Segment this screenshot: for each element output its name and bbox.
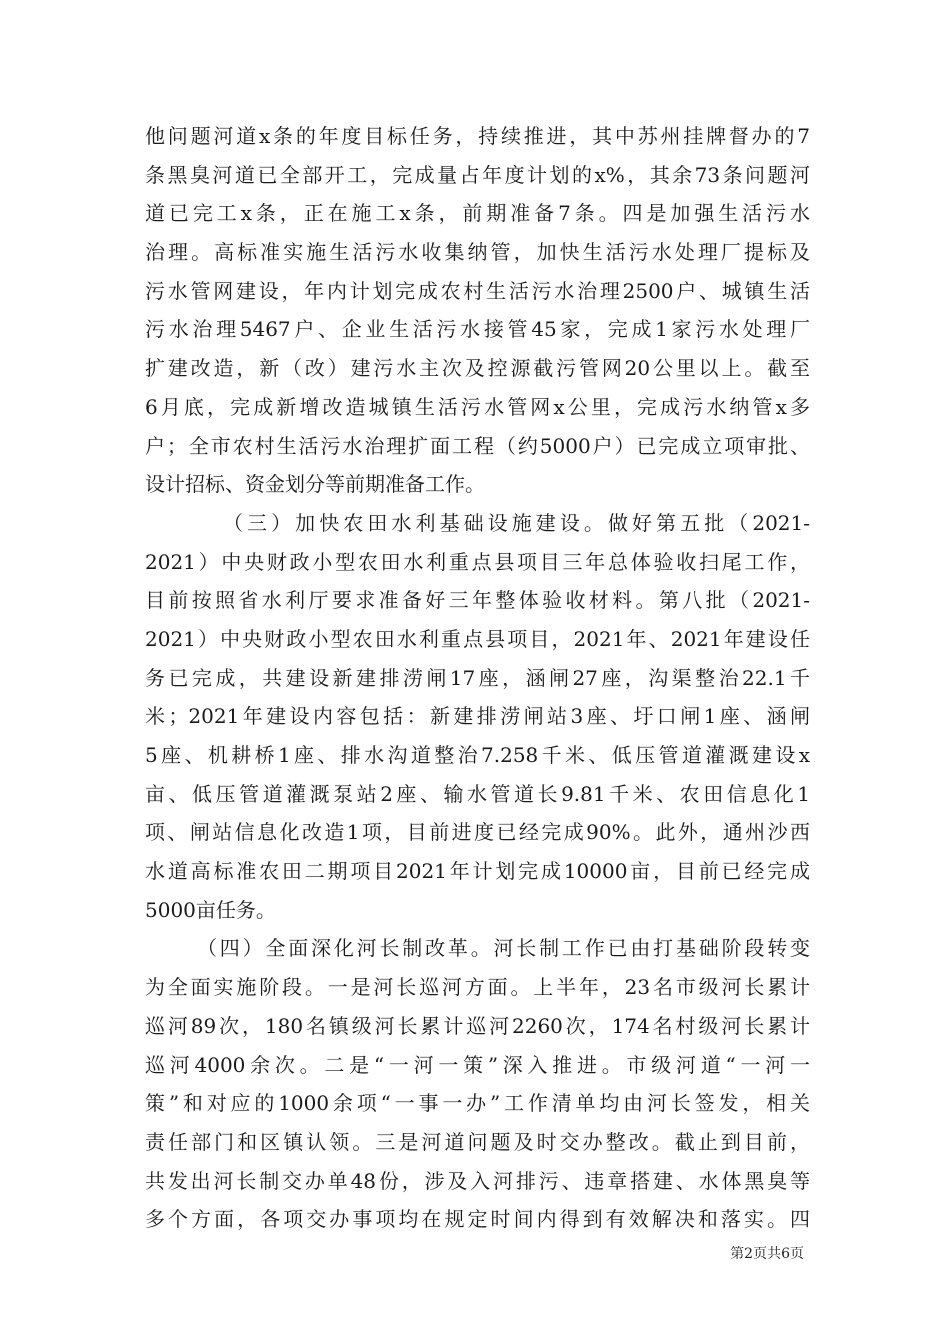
text-line: 项、闸站信息化改造1项，目前进度已经完成90%。此外，通州沙西 — [145, 820, 810, 845]
text-line: 2021）中央财政小型农田水利重点县项目，2021年、2021年建设任 — [145, 626, 810, 651]
text-line: 为全面实施阶段。一是河长巡河方面。上半年，23名市级河长累计 — [145, 975, 810, 1000]
text-line: 共发出河长制交办单48份，涉及入河排污、违章搭建、水体黑臭等 — [145, 1168, 810, 1193]
text-line: 设计招标、资金划分等前期准备工作。 — [145, 472, 485, 497]
text-line: 污水管网建设，年内计划完成农村生活污水治理2500户、城镇生活 — [145, 278, 810, 303]
text-line: 责任部门和区镇认领。三是河道问题及时交办整改。截止到目前， — [145, 1129, 810, 1154]
page-number: 第2页共6页 — [730, 1246, 804, 1262]
text-line: 条黑臭河道已全部开工，完成量占年度计划的x%，其余73条问题河 — [145, 162, 810, 187]
text-line: 治理。高标准实施生活污水收集纳管，加快生活污水处理厂提标及 — [145, 240, 810, 265]
text-line: 污水治理5467户、企业生活污水接管45家，完成1家污水处理厂 — [145, 317, 810, 342]
text-line: 6月底，完成新增改造城镇生活污水管网x公里，完成污水纳管x多 — [145, 394, 810, 419]
text-line: 目前按照省水利厅要求准备好三年整体验收材料。第八批（2021- — [145, 588, 810, 613]
text-line: 务已完成，共建设新建排涝闸17座，涵闸27座，沟渠整治22.1千 — [145, 665, 810, 690]
text-line: 2021）中央财政小型农田水利重点县项目三年总体验收扫尾工作， — [145, 549, 810, 574]
text-line: 水道高标准农田二期项目2021年计划完成10000亩，目前已经完成 — [145, 859, 810, 884]
paragraph-start-line: （四）全面深化河长制改革。河长制工作已由打基础阶段转变 — [197, 936, 810, 961]
text-line: 巡河89次，180名镇级河长累计巡河2260次，174名村级河长累计 — [145, 1013, 810, 1038]
document-body — [145, 117, 810, 1239]
text-line: 他问题河道x条的年度目标任务，持续推进，其中苏州挂牌督办的7 — [145, 124, 810, 148]
text-line: 巡河4000余次。二是“一河一策”深入推进。市级河道“一河一 — [145, 1052, 810, 1077]
text-line: 扩建改造，新（改）建污水主次及控源截污管网20公里以上。截至 — [145, 356, 810, 381]
text-line: 多个方面，各项交办事项均在规定时间内得到有效解决和落实。四 — [145, 1207, 810, 1232]
text-line: 亩、低压管道灌溉泵站2座、输水管道长9.81千米、农田信息化1 — [145, 781, 810, 806]
text-line: 策”和对应的1000余项“一事一办”工作清单均由河长签发，相关 — [145, 1091, 810, 1116]
text-line: 5000亩任务。 — [145, 897, 276, 922]
text-line: 米；2021年建设内容包括：新建排涝闸站3座、圩口闸1座、涵闸 — [145, 704, 810, 729]
paragraph-start-line: （三）加快农田水利基础设施建设。做好第五批（2021- — [223, 510, 810, 535]
text-line: 5座、机耕桥1座、排水沟道整治7.258千米、低压管道灌溉建设x — [145, 743, 810, 767]
text-line: 户；全市农村生活污水治理扩面工程（约5000户）已完成立项审批、 — [145, 433, 810, 458]
text-line: 道已完工x条，正在施工x条，前期准备7条。四是加强生活污水 — [145, 201, 810, 226]
